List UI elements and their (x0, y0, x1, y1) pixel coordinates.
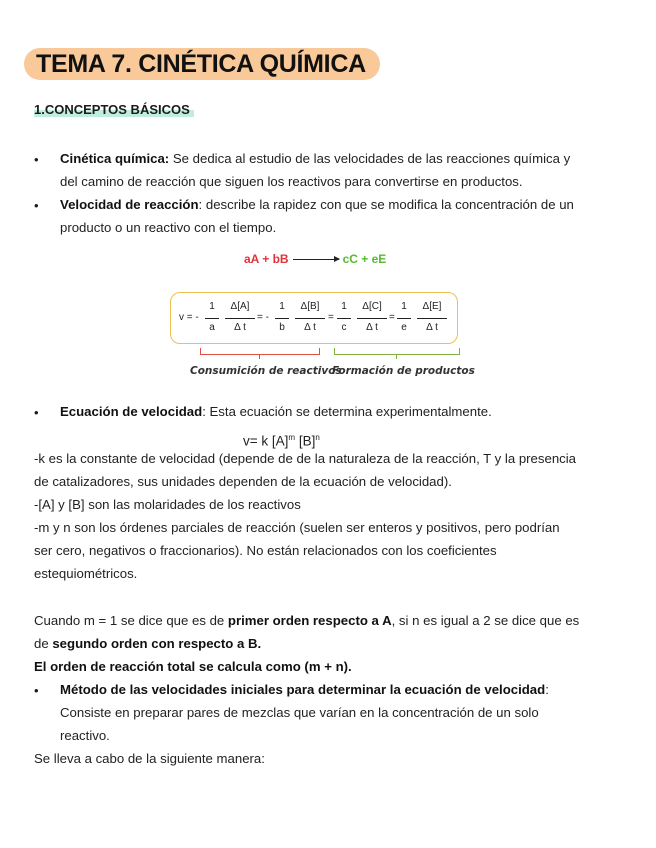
orden-total: El orden de reacción total se calcula como (m + n). (34, 659, 352, 674)
orden-paragraph (34, 609, 644, 678)
order-m: m (288, 433, 296, 442)
k-line1: -k es la constante de velocidad (depende de de la naturaleza de la reacción, T y la presencia (34, 451, 577, 466)
ab-line: -[A] y [B] son las molaridades de los reactivos (34, 497, 301, 512)
order-n: n (315, 433, 320, 442)
orden-d: de (34, 636, 53, 651)
section-heading: 1.CONCEPTOS BÁSICOS (34, 102, 194, 117)
term-e-dnum: Δ[E] (422, 301, 442, 312)
consumo-label: Consumición de reactivos (190, 365, 342, 377)
explanation-block (34, 447, 644, 585)
term-b-num: 1 (279, 301, 285, 312)
term-b-dnum: Δ[B] (300, 301, 320, 312)
term-c-dnum: Δ[C] (362, 301, 382, 312)
orden-e: segundo orden con respecto a B. (52, 636, 262, 651)
term-a-den: a (209, 322, 215, 333)
term-a-dnum: Δ[A] (230, 301, 250, 312)
k-line2: de catalizadores, sus unidades dependen de la ecuación de velocidad). (34, 474, 452, 489)
velocidad-paragraph (60, 193, 640, 239)
formacion-brace (334, 348, 460, 355)
mn-line3: estequiométricos. (34, 566, 138, 581)
bullet: • (34, 405, 39, 420)
final-line: Se lleva a cabo de la siguiente manera: (34, 751, 265, 766)
rate-law-mid: [B] (295, 433, 316, 449)
term-c-den: c (341, 322, 347, 333)
term-a-op: = - (257, 312, 269, 323)
reactants: aA + bB (244, 252, 289, 266)
page-title: TEMA 7. CINÉTICA QUÍMICA (24, 48, 380, 80)
orden-a: Cuando m = 1 se dice que es de (34, 613, 228, 628)
metodo-line2: Consiste en preparar pares de mezclas que varían en la concentración de un solo (60, 705, 539, 720)
bullet: • (34, 683, 39, 698)
term-c-dden: Δ t (366, 322, 378, 333)
velocidad-line2: producto o un reactivo con el tiempo. (60, 220, 277, 235)
term-e-dden: Δ t (426, 322, 438, 333)
ecuacion-text: : Esta ecuación se determina experimentalmente. (202, 404, 492, 419)
term-e-den: e (401, 322, 407, 333)
mn-line1: -m y n son los órdenes parciales de reacción (suelen ser enteros y positivos, pero podrían (34, 520, 560, 535)
reaction-arrow-icon (293, 259, 339, 260)
rate-expression-box (170, 292, 458, 344)
cinetica-line2: del camino de reacción que siguen los reactivos para convertirse en productos. (60, 174, 523, 189)
formacion-label: Formación de productos (332, 365, 475, 377)
term-b-den: b (279, 322, 285, 333)
metodo-term: Método de las velocidades iniciales para determinar la ecuación de velocidad (60, 682, 546, 697)
cinetica-term: Cinética química: (60, 151, 170, 166)
consumo-brace (200, 348, 320, 355)
velocidad-term: Velocidad de reacción (60, 197, 199, 212)
metodo-paragraph (60, 678, 640, 747)
velocidad-line1: : describe la rapidez con que se modifica la concentración de un (198, 197, 574, 212)
term-b-dden: Δ t (304, 322, 316, 333)
term-e-num: 1 (401, 301, 407, 312)
rate-v: v = - (179, 312, 199, 323)
cinetica-line1: Se dedica al estudio de las velocidades de las reacciones química y (169, 151, 571, 166)
term-a-num: 1 (209, 301, 215, 312)
ecuacion-term: Ecuación de velocidad (60, 404, 203, 419)
reaction-equation (244, 252, 386, 266)
mn-line2: ser cero, negativos o fraccionarios). No están relacionados con los coeficientes (34, 543, 497, 558)
orden-c: , si n es igual a 2 se dice que es (391, 613, 580, 628)
metodo-colon: : (545, 682, 549, 697)
orden-b: primer orden respecto a A (227, 613, 392, 628)
rate-law-formula: v= k [A] (243, 433, 289, 449)
ecuacion-paragraph (60, 400, 640, 423)
metodo-line3: reactivo. (60, 728, 110, 743)
term-c-op: = (389, 312, 395, 323)
cinetica-paragraph (60, 147, 640, 193)
products: cC + eE (342, 252, 387, 266)
term-b-op: = (328, 312, 334, 323)
bullet: • (34, 152, 39, 167)
term-a-dden: Δ t (234, 322, 246, 333)
term-c-num: 1 (341, 301, 347, 312)
bullet: • (34, 198, 39, 213)
